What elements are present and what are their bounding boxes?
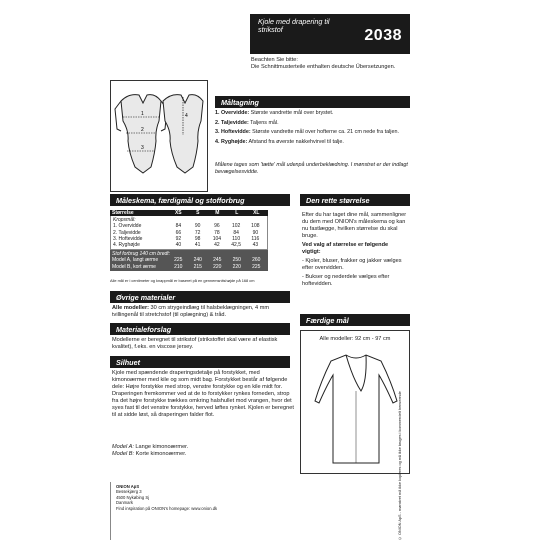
section-ovrige: Øvrige materialer (110, 291, 290, 303)
svg-text:1: 1 (141, 111, 144, 117)
table-row: 3. Hoftevidde 92 98 104 110 116 (113, 235, 260, 242)
section-maltagning: Måltagning (215, 96, 410, 108)
table-header: Størrelse XS S M L XL (110, 210, 268, 216)
table-note: Alle mål er i centimeter og knappmål er baseret på en gennemsnitshøjde på 168 cm (110, 278, 255, 283)
pattern-number: 2038 (364, 27, 402, 44)
measurement-item: 1. Overvidde: Største vandrette mål over brystet. (215, 110, 334, 116)
measure-note: Målene tages som 'tætte' mål udenpå underbeklædning. I mønstret er der indlagt bevægelsesvidde. (215, 162, 408, 175)
footer-divider (110, 482, 111, 540)
pattern-title: Kjole med drapering til strikstof (258, 17, 330, 34)
body-diagram (111, 81, 209, 193)
table-row: 2. Taljevidde 66 72 78 84 90 (113, 229, 259, 236)
header-banner (250, 14, 410, 54)
model-b: Model B: Korte kimonoærmer. (112, 451, 187, 457)
section-faerdige: Færdige mål (300, 314, 410, 326)
svg-text:4: 4 (185, 113, 188, 119)
footer-address (116, 484, 217, 511)
table-row: 4. Ryghøjde 40 41 42 42,5 43 (113, 242, 259, 249)
measuring-figure (110, 80, 208, 192)
section-rette: Den rette størrelse (300, 194, 410, 206)
rette-bullet: - Bukser og nederdele vælges efter hoftevidden. (302, 274, 390, 287)
rette-text (302, 212, 408, 288)
german-note (251, 57, 409, 71)
pattern-sheet (110, 14, 410, 540)
section-materialeforslag: Materialeforslag (110, 323, 290, 335)
table-row: Model B, kort ærme 210 215 220 220 225 (112, 263, 261, 270)
measurement-item: 3. Hoftevidde: Største vandrette mål over hofterne ca. 21 cm nede fra taljen. (215, 129, 399, 136)
dress-sketch (301, 331, 411, 475)
footer-line: 4500 Nykøbing Sj (116, 494, 150, 500)
note-line-1: Beachten Sie bitte: (251, 57, 298, 63)
copyright-vertical (398, 210, 408, 540)
copyright-text: © ONION ApS - mønstret må ikke kopieres og må ikke bruges i kommercielt henseende (398, 391, 402, 540)
rette-bold: Ved valg af størrelse er følgende vigtigt: (302, 242, 389, 255)
svg-text:2: 2 (141, 127, 144, 133)
measurement-item: 4. Ryghøjde: Afstand fra øverste nakkehvirvel til talje. (215, 139, 344, 146)
model-a: Model A: Lange kimonoærmer. (112, 444, 189, 450)
body-measure-rows (110, 216, 268, 250)
footer-line: Find inspiration på ONION's homepage: www.onion.dk (116, 505, 218, 511)
section-maleskema: Måleskema, færdigmål og stofforbrug (110, 194, 290, 206)
rette-paragraph: Efter du har taget dine mål, sammenligner du dem med ONION's måleskema og kan nu fastlægge, hvilken størrelse du skal bruge. (302, 212, 407, 239)
measurement-list (215, 110, 410, 149)
finished-garment-box (300, 330, 410, 474)
table-row: Model A, langt ærme 225 240 245 250 260 (112, 257, 261, 264)
table-row: 1. Overvidde 84 90 96 102 108 (113, 223, 260, 230)
note-line-2: Die Schnittmusterteile enthalten deutsche Übersetzungen. (251, 64, 396, 70)
silhuet-text: Kjole med spændende draperingsdetalje på forstykket, med kimonoærmer med kile og som midt bag. Forstykket består af følgende dele: Højre forstykke med strop, venstre forstykke og en kile midt for. Draperingen fremkommer ved at de to forstykker rynkes forneden, strop fra det højre forstykke trækkes omkring halshullet mod vrangen, hvor det syes fast til det venstre forstykke, herved løftes rynket. Kjolen er beregnet til at sidde løst, så draperingen falder flot. (112, 370, 294, 418)
group-label: Kropsmål: (113, 217, 136, 224)
svg-text:3: 3 (141, 145, 144, 151)
footer-line: Bessekjærg 3 (116, 489, 142, 495)
measurement-item: 2. Taljevidde: Taljens mål. (215, 119, 279, 126)
size-table (110, 210, 268, 271)
materialeforslag-text: Modellerne er beregnet til strikstof (strikstoffet skal være af elastisk kvalitet), f.eks. en viscose jersey. (112, 337, 278, 350)
fabric-rows (110, 250, 268, 271)
section-silhuet: Silhuet (110, 356, 290, 368)
models-text (112, 444, 294, 458)
footer-line: Danmark (116, 500, 133, 506)
rette-bullet: - Kjoler, bluser, frakker og jakker vælges efter overvidden. (302, 258, 402, 271)
footer-line: ONION ApS (116, 484, 140, 489)
group-label: Stof forbrug 140 cm bredt: (112, 251, 171, 258)
ovrige-text: Alle modeller: 30 cm strygeindlæg til halsbeklægningen, 4 mm tvillingenål til stretchstof (til oplægning) & tråd. (112, 305, 270, 318)
finished-measure-label: Alle modeller: 92 cm - 97 cm (319, 336, 391, 342)
